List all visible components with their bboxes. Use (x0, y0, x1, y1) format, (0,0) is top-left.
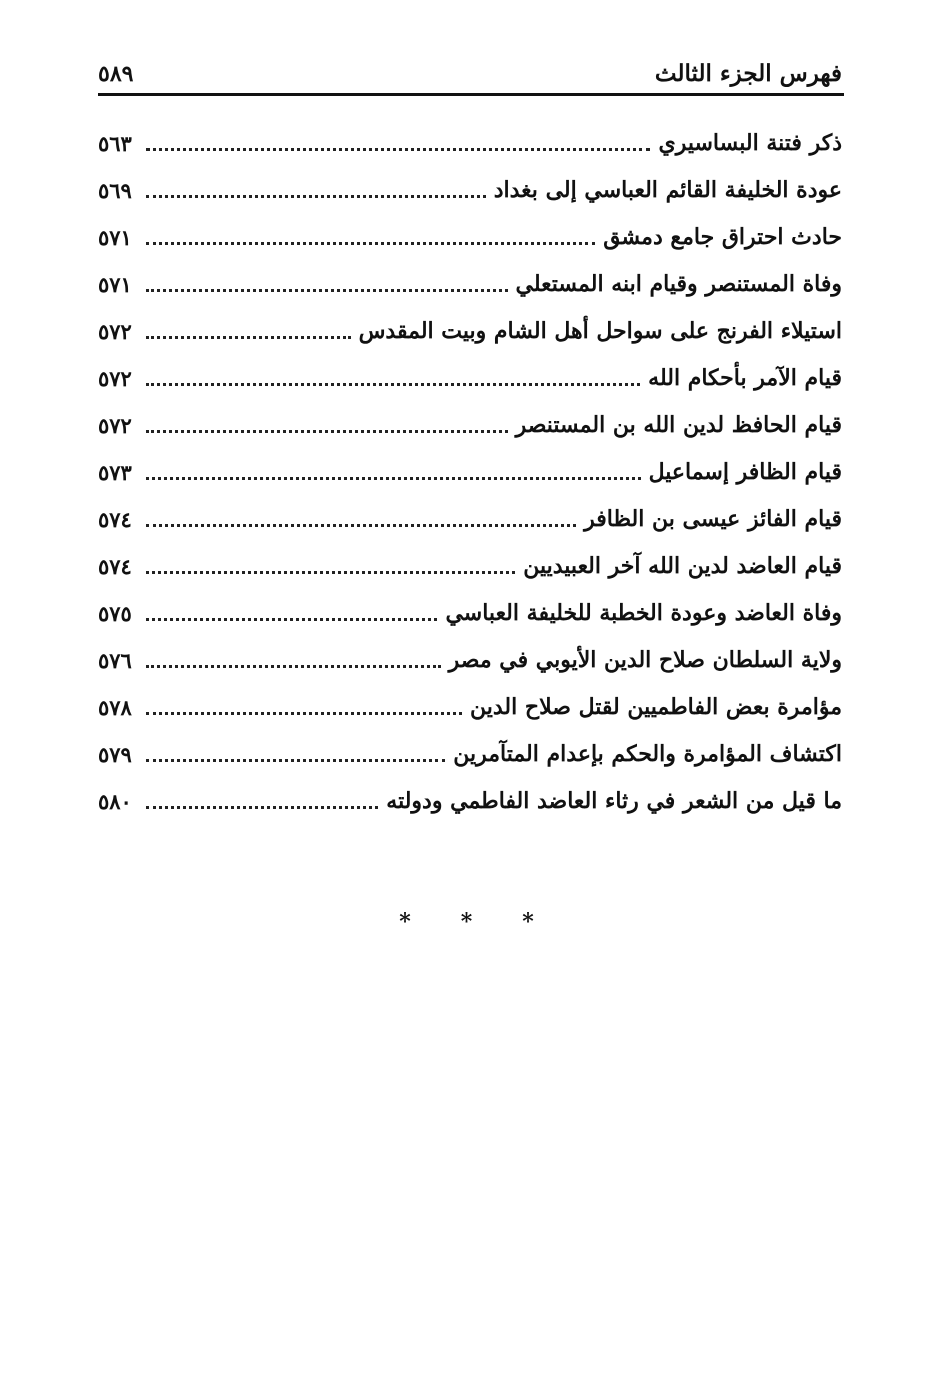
asterisk-ornament: * (522, 909, 534, 935)
toc-entry-title: عودة الخليفة القائم العباسي إلى بغداد (493, 177, 842, 203)
toc-entry (98, 449, 842, 496)
header-page-number: ٥٨٩ (98, 61, 134, 87)
dot-leader (146, 712, 462, 715)
toc-entry (98, 590, 842, 637)
toc-entry-title: مؤامرة بعض الفاطميين لقتل صلاح الدين (470, 694, 842, 720)
running-title: فهرس الجزء الثالث (654, 60, 842, 87)
toc-entry (98, 214, 842, 261)
toc-entry-page: ٥٧٢ (98, 319, 132, 344)
toc-entry (98, 684, 842, 731)
toc-entry-title: وفاة المستنصر وقيام ابنه المستعلي (515, 271, 842, 297)
asterisk-ornament: * (399, 909, 411, 935)
toc-entry-page: ٥٧٢ (98, 366, 132, 391)
toc-entry (98, 120, 842, 167)
toc-entry-page: ٥٧٩ (98, 742, 132, 767)
page-header (98, 52, 842, 92)
toc-entry-title: استيلاء الفرنج على سواحل أهل الشام وبيت المقدس (358, 318, 842, 344)
dot-leader (146, 430, 508, 433)
toc-entry-title: قيام العاضد لدين الله آخر العبيديين (523, 553, 842, 579)
toc-entry (98, 778, 842, 825)
toc-entry-title: ذكر فتنة البساسيري (658, 130, 842, 156)
toc-entry-title: قيام الظافر إسماعيل (648, 459, 842, 485)
toc-entry (98, 261, 842, 308)
toc-entry-title: حادث احتراق جامع دمشق (603, 224, 842, 250)
toc-entry (98, 167, 842, 214)
toc-entry-page: ٥٦٩ (98, 178, 132, 203)
toc-entry-title: وفاة العاضد وعودة الخطبة للخليفة العباسي (445, 600, 842, 626)
toc-entry-page: ٥٦٣ (98, 131, 132, 156)
header-rule (98, 93, 844, 96)
toc-entry (98, 731, 842, 778)
toc-entry (98, 308, 842, 355)
toc-entry-page: ٥٧١ (98, 225, 132, 250)
dot-leader (146, 289, 508, 292)
toc-entry-page: ٥٧١ (98, 272, 132, 297)
toc-entry (98, 402, 842, 449)
dot-leader (146, 571, 515, 574)
toc-entry-title: قيام الفائز عيسى بن الظافر (584, 506, 842, 532)
toc-entry (98, 355, 842, 402)
dot-leader (146, 477, 641, 480)
toc-entry-page: ٥٧٥ (98, 601, 132, 626)
dot-leader (146, 148, 650, 151)
toc-entry-page: ٥٧٤ (98, 507, 132, 532)
toc-entry-page: ٥٧٢ (98, 413, 132, 438)
toc-entry-page: ٥٧٤ (98, 554, 132, 579)
toc-entry-title: قيام الآمر بأحكام الله (648, 365, 842, 391)
dot-leader (146, 242, 595, 245)
dot-leader (146, 383, 640, 386)
toc-entry (98, 543, 842, 590)
table-of-contents (98, 120, 842, 825)
toc-entry-page: ٥٧٣ (98, 460, 132, 485)
dot-leader (146, 618, 437, 621)
toc-entry-title: اكتشاف المؤامرة والحكم بإعدام المتآمرين (453, 741, 842, 767)
dot-leader (146, 806, 378, 809)
toc-entry-page: ٥٧٦ (98, 648, 132, 673)
dot-leader (146, 336, 351, 339)
toc-entry (98, 496, 842, 543)
toc-entry-title: قيام الحافظ لدين الله بن المستنصر (515, 412, 842, 438)
dot-leader (146, 524, 576, 527)
toc-entry (98, 637, 842, 684)
dot-leader (146, 195, 486, 198)
section-end-ornament (0, 902, 933, 942)
toc-entry-page: ٥٨٠ (98, 789, 132, 814)
toc-entry-page: ٥٧٨ (98, 695, 132, 720)
toc-entry-title: ولاية السلطان صلاح الدين الأيوبي في مصر (448, 647, 842, 673)
toc-entry-title: ما قيل من الشعر في رثاء العاضد الفاطمي ودولته (386, 788, 842, 814)
asterisk-ornament: * (460, 909, 473, 935)
dot-leader (146, 665, 441, 668)
dot-leader (146, 759, 445, 762)
